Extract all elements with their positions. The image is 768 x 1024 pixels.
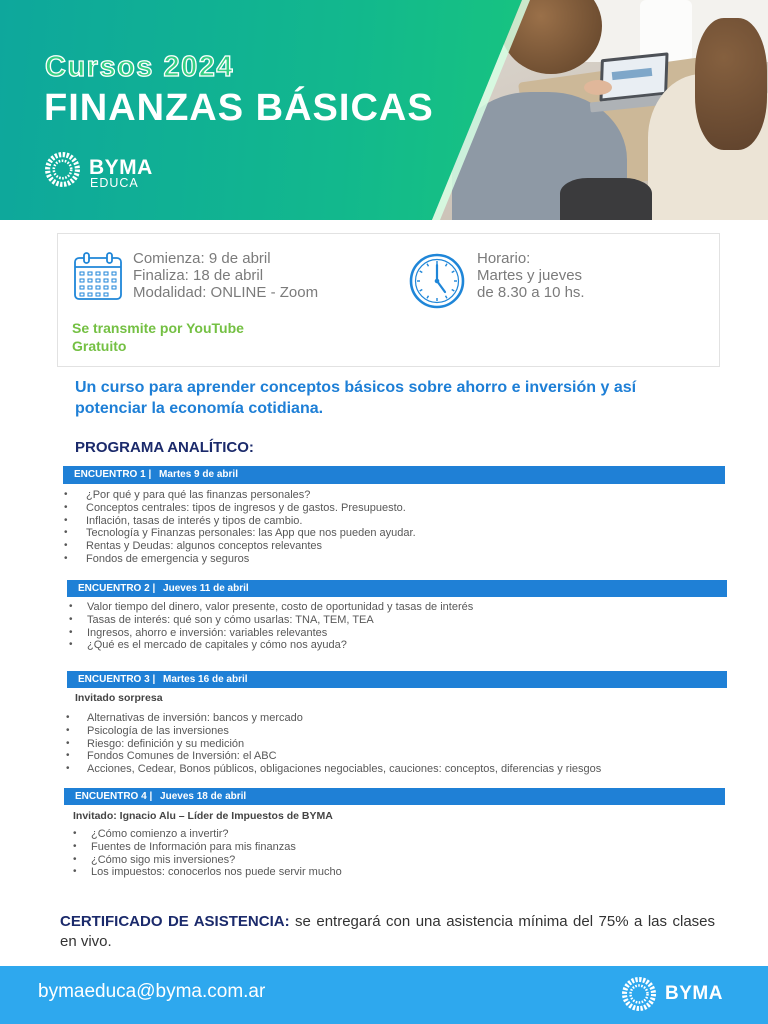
topic-item: • ¿Cómo sigo mis inversiones? — [73, 854, 342, 867]
session-guest: Invitado sorpresa — [75, 692, 163, 704]
topic-item: • Alternativas de inversión: bancos y mercado — [66, 712, 601, 725]
session-label: ENCUENTRO 2 | — [78, 583, 156, 594]
contact-email: bymaeduca@byma.com.ar — [38, 981, 266, 1002]
session-date: Jueves 18 de abril — [160, 791, 247, 802]
byma-logo-icon — [44, 151, 81, 188]
session-date: Martes 16 de abril — [163, 674, 248, 685]
session-label: ENCUENTRO 3 | — [78, 674, 156, 685]
topic-item: • ¿Qué es el mercado de capitales y cómo nos ayuda? — [69, 639, 473, 652]
intro-line: potenciar la economía cotidiana. — [75, 400, 324, 417]
topic-item: • Ingresos, ahorro e inversión: variables relevantes — [69, 627, 473, 640]
photo-person-legs — [560, 178, 652, 220]
header-banner — [0, 0, 768, 220]
topic-item: • ¿Por qué y para qué las finanzas personales? — [64, 489, 416, 502]
topic-item: • Acciones, Cedear, Bonos públicos, obligaciones negociables, cauciones: conceptos, diferencias y riesgos — [66, 763, 601, 776]
topic-item: • Conceptos centrales: tipos de ingresos y de gastos. Presupuesto. — [64, 502, 416, 515]
session-1-header — [63, 466, 725, 484]
topic-item: • Fuentes de Información para mis finanzas — [73, 841, 342, 854]
topic-item: • Tasas de interés: qué son y cómo usarlas: TNA, TEM, TEA — [69, 614, 473, 627]
session-2-header — [67, 580, 727, 597]
topic-item: • Los impuestos: conocerlos nos puede servir mucho — [73, 866, 342, 879]
calendar-icon — [73, 251, 123, 301]
start-date: Comienza: 9 de abril — [133, 250, 271, 267]
schedule-hours: de 8.30 a 10 hs. — [477, 284, 585, 301]
session-guest: Invitado: Ignacio Alu – Líder de Impuestos de BYMA — [73, 810, 333, 822]
youtube-notice: Se transmite por YouTube — [72, 320, 244, 336]
photo-hand — [584, 80, 612, 95]
session-label: ENCUENTRO 4 | — [75, 791, 153, 802]
session-4-topics — [73, 828, 342, 879]
session-label: ENCUENTRO 1 | — [74, 469, 152, 480]
stream-info — [72, 319, 244, 355]
topic-item: • Riesgo: definición y su medición — [66, 738, 601, 751]
modality: Modalidad: ONLINE - Zoom — [133, 284, 319, 301]
program-heading: PROGRAMA ANALÍTICO: — [75, 439, 254, 456]
logo-name: BYMA — [89, 156, 153, 179]
clock-icon — [409, 253, 465, 309]
course-year-label: Cursos 2024 — [45, 51, 234, 83]
photo-person-right-hair — [695, 18, 767, 150]
schedule-days: Martes y jueves — [477, 267, 583, 284]
course-dates — [133, 250, 318, 301]
schedule-label: Horario: — [477, 250, 531, 267]
session-1-topics — [64, 489, 416, 566]
course-intro — [75, 377, 636, 419]
session-date: Jueves 11 de abril — [163, 583, 249, 594]
session-date: Martes 9 de abril — [159, 469, 238, 480]
topic-item: • Fondos Comunes de Inversión: el ABC — [66, 750, 601, 763]
topic-item: • Psicología de las inversiones — [66, 725, 601, 738]
certificate-text: se entregará con una asistencia mínima del 75% a las clases en vivo. — [60, 913, 716, 950]
footer-logo-name: BYMA — [665, 983, 723, 1004]
session-4-header — [64, 788, 725, 805]
session-3-topics — [66, 712, 601, 776]
logo-subtitle: EDUCA — [90, 176, 139, 190]
course-title: FINANZAS BÁSICAS — [44, 87, 434, 129]
end-date: Finaliza: 18 de abril — [133, 267, 264, 284]
certificate-notice — [60, 912, 715, 952]
byma-footer-logo-icon — [621, 976, 657, 1012]
intro-line: Un curso para aprender conceptos básicos sobre ahorro e inversión y así — [75, 379, 637, 396]
topic-item: • Fondos de emergencia y seguros — [64, 553, 416, 566]
topic-item: • Rentas y Deudas: algunos conceptos relevantes — [64, 540, 416, 553]
session-3-header — [67, 671, 727, 688]
topic-item: • Inflación, tasas de interés y tipos de cambio. — [64, 515, 416, 528]
certificate-label: CERTIFICADO DE ASISTENCIA: — [60, 913, 290, 930]
topic-item: • ¿Cómo comienzo a invertir? — [73, 828, 342, 841]
course-schedule — [477, 250, 585, 301]
topic-item: • Tecnología y Finanzas personales: las App que nos pueden ayudar. — [64, 527, 416, 540]
free-notice: Gratuito — [72, 338, 127, 354]
topic-item: • Valor tiempo del dinero, valor presente, costo de oportunidad y tasas de interés — [69, 601, 473, 614]
session-2-topics — [69, 601, 473, 652]
